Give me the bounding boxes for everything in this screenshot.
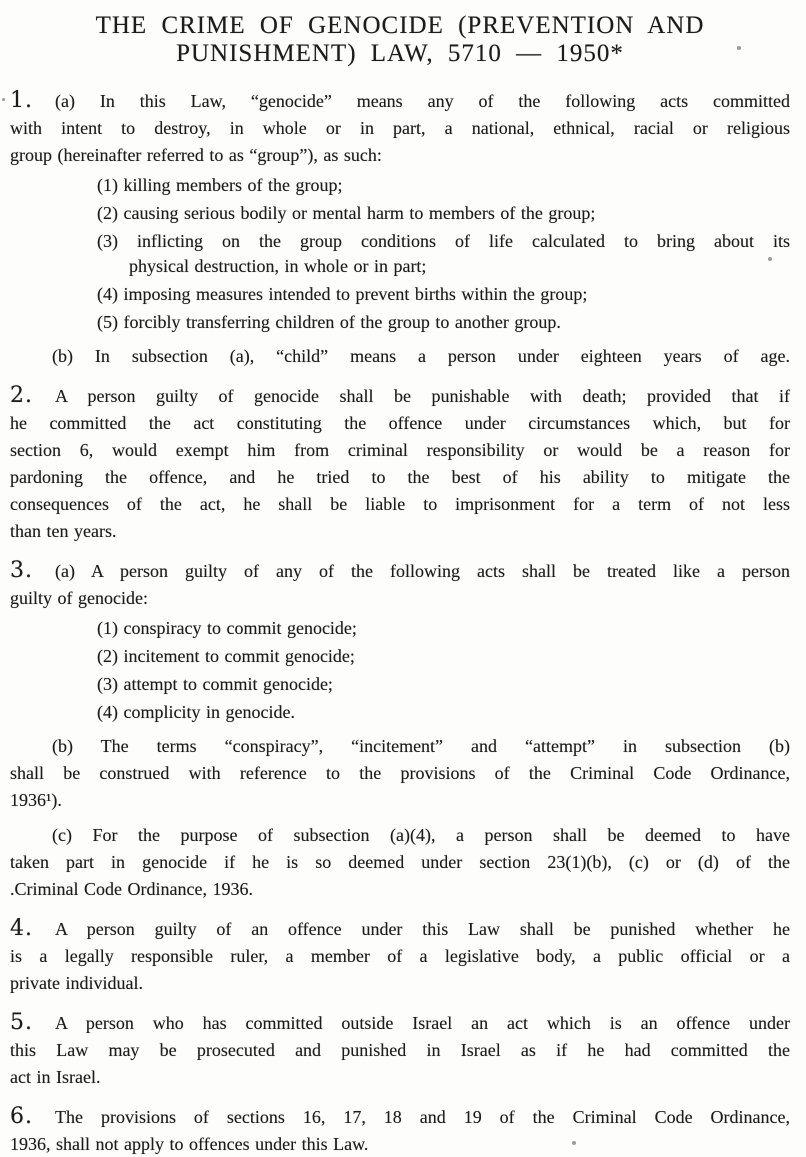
section-1-para-a-line-1	[10, 88, 790, 115]
list-item-2: (2) causing serious bodily or mental harm to members of the group;	[97, 203, 596, 223]
list-item-1: (1) conspiracy to commit genocide;	[97, 618, 357, 638]
list-item-1: (1) killing members of the group;	[97, 175, 343, 195]
section-3-para-c-line-3: .Criminal Code Ordinance, 1936.	[10, 879, 253, 899]
section-1-para-b: (b) In subsection (a), “child” means a person under eighteen years of age.	[52, 346, 790, 366]
section-2	[10, 383, 790, 545]
list-item-3: (3) inflicting on the group conditions of life calculated to bring about its	[97, 231, 790, 251]
section-4-line-3: private individual.	[10, 973, 143, 993]
section-4-line-1	[10, 916, 790, 943]
section-4-number: 4.	[10, 916, 33, 941]
section-5	[10, 1010, 790, 1091]
section-6	[10, 1104, 790, 1157]
scan-artifact-dot	[2, 98, 5, 101]
section-3-para-b-line-1: (b) The terms “conspiracy”, “incitement” and “attempt” in subsection (b)	[52, 736, 790, 756]
section-5-number: 5.	[10, 1010, 33, 1035]
section-5-line-3: act in Israel.	[10, 1067, 101, 1087]
section-1	[10, 88, 790, 370]
section-5-line-2: this Law may be prosecuted and punished in Israel as if he had committed the	[10, 1040, 790, 1060]
scan-artifact-dot	[572, 1141, 576, 1145]
scan-artifact-dot	[737, 46, 741, 50]
title-line-1: THE CRIME OF GENOCIDE (PREVENTION AND	[95, 12, 705, 39]
section-6-line-2: 1936, shall not apply to offences under this Law.	[10, 1134, 369, 1154]
section-2-number: 2.	[10, 383, 33, 408]
list-item-4: (4) imposing measures intended to prevent births within the group;	[97, 284, 588, 304]
section-3-number: 3.	[10, 558, 33, 583]
section-1-list	[10, 173, 790, 335]
section-2-line-1	[10, 383, 790, 410]
section-1-para-a-text-1: (a) In this Law, “genocide” means any of the following acts committed	[55, 91, 790, 111]
section-4-text-1: A person guilty of an offence under this Law shall be punished whether he	[55, 919, 790, 939]
section-2-line-4: pardoning the offence, and he tried to the best of his ability to mitigate the	[10, 467, 790, 487]
scan-artifact-dot	[768, 257, 772, 261]
document-title	[10, 12, 790, 68]
section-3-para-b-line-3: 1936¹).	[10, 790, 62, 810]
list-item-4: (4) complicity in genocide.	[97, 702, 295, 722]
section-1-para-a-line-3: group (hereinafter referred to as “group”), as such:	[10, 145, 382, 165]
section-4	[10, 916, 790, 997]
section-2-line-2: he committed the act constituting the offence under circumstances which, but for	[10, 413, 790, 433]
section-6-text-1: The provisions of sections 16, 17, 18 and 19 of the Criminal Code Ordinance,	[55, 1107, 790, 1127]
section-3	[10, 558, 790, 903]
section-3-para-c-line-2: taken part in genocide if he is so deemed under section 23(1)(b), (c) or (d) of the	[10, 852, 790, 872]
list-item-2: (2) incitement to commit genocide;	[97, 646, 355, 666]
section-2-line-5: consequences of the act, he shall be liable to imprisonment for a term of not less	[10, 494, 790, 514]
section-3-para-a-line-1	[10, 558, 790, 585]
section-2-line-6: than ten years.	[10, 521, 117, 541]
section-3-para-a-text-1: (a) A person guilty of any of the following acts shall be treated like a person	[55, 561, 790, 581]
section-6-number: 6.	[10, 1104, 33, 1129]
section-2-text-1: A person guilty of genocide shall be punishable with death; provided that if	[55, 386, 790, 406]
section-5-line-1	[10, 1010, 790, 1037]
section-2-line-3: section 6, would exempt him from criminal responsibility or would be a reason for	[10, 440, 790, 460]
section-3-para-b-line-2: shall be construed with reference to the provisions of the Criminal Code Ordinance,	[10, 763, 790, 783]
section-3-para-a-line-2: guilty of genocide:	[10, 588, 148, 608]
list-item-5: (5) forcibly transferring children of the group to another group.	[97, 312, 561, 332]
section-4-line-2: is a legally responsible ruler, a member of a legislative body, a public official or a	[10, 946, 790, 966]
section-3-list	[10, 616, 790, 725]
list-item-3: (3) attempt to commit genocide;	[97, 674, 333, 694]
section-3-para-c-line-1: (c) For the purpose of subsection (a)(4), a person shall be deemed to have	[52, 825, 790, 845]
section-5-text-1: A person who has committed outside Israel an act which is an offence under	[55, 1013, 790, 1033]
title-line-2: PUNISHMENT) LAW, 5710 — 1950*	[176, 40, 624, 67]
list-item-3-continued: physical destruction, in whole or in part;	[129, 256, 427, 276]
section-6-line-1	[10, 1104, 790, 1131]
section-1-para-a-line-2: with intent to destroy, in whole or in part, a national, ethnical, racial or religious	[10, 118, 790, 138]
section-1-number: 1.	[10, 88, 33, 113]
